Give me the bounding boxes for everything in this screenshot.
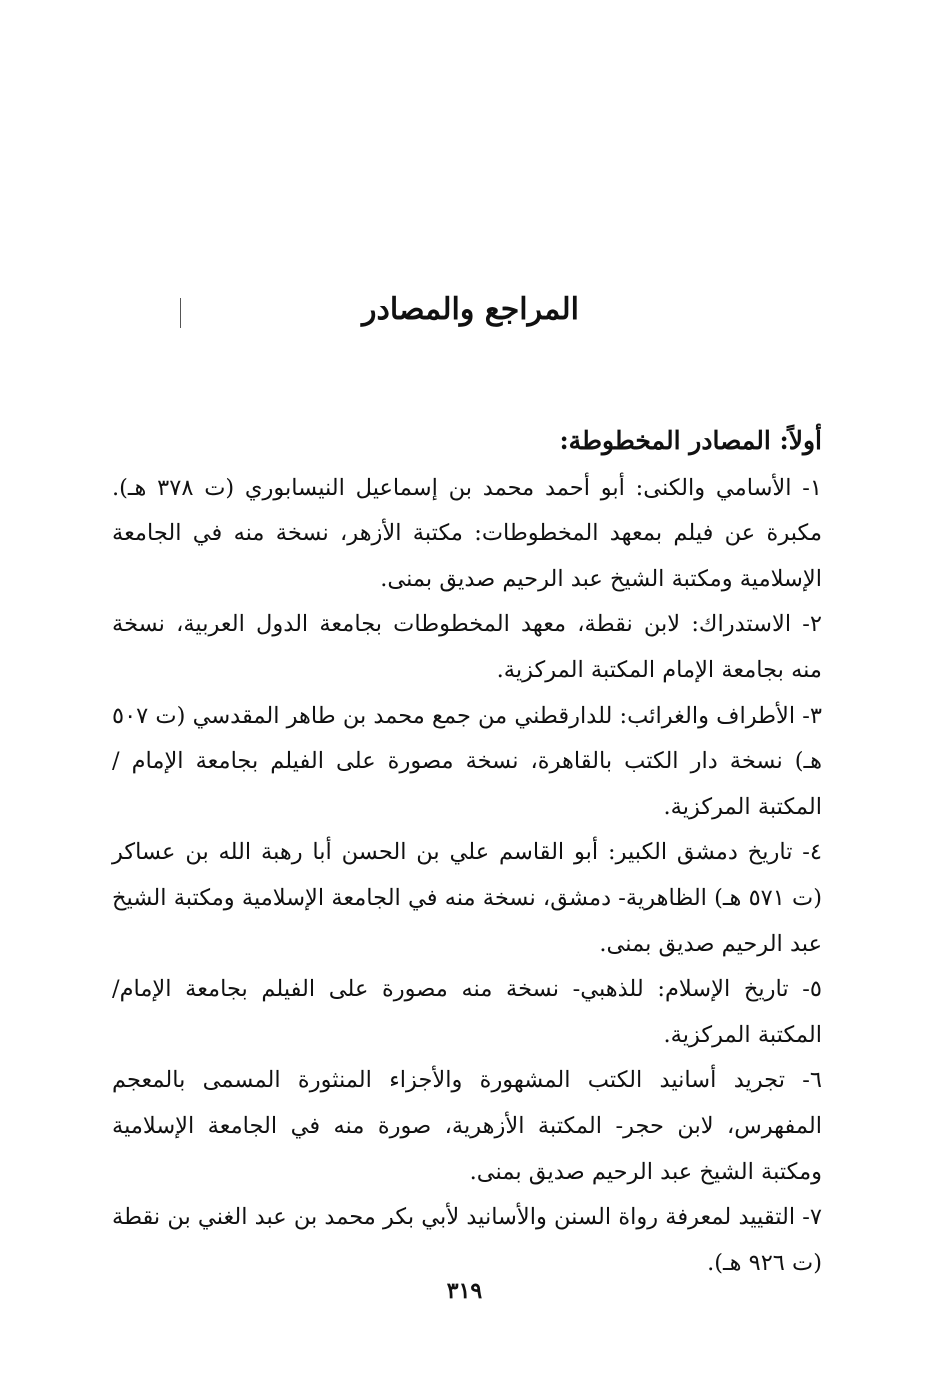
references-list — [112, 418, 822, 1286]
reference-entry-6: ٦- تجريد أسانيد الكتب المشهورة والأجزاء المنثورة المسمى بالمعجم المفهرس، لابن حجر- المكتبة الأزهرية، صورة منه في الجامعة الإسلامية ومكتبة الشيخ عبد الرحيم صديق بمنى. — [112, 1067, 822, 1185]
reference-entry-1: ١- الأسامي والكنى: أبو أحمد محمد بن إسماعيل النيسابوري (ت ٣٧٨ هـ). مكبرة عن فيلم بمعهد المخطوطات: مكتبة الأزهر، نسخة منه في الجامعة الإسلامية ومكتبة الشيخ عبد الرحيم صديق بمنى. — [112, 474, 822, 592]
page-number: ٣١٩ — [446, 1278, 483, 1304]
section-heading: أولاً: المصادر المخطوطة: — [559, 426, 822, 455]
reference-entry-3: ٣- الأطراف والغرائب: للدارقطني من جمع محمد بن طاهر المقدسي (ت ٥٠٧ هـ) نسخة دار الكتب بالقاهرة، نسخة مصورة على الفيلم بجامعة الإمام / المكتبة المركزية. — [112, 702, 822, 820]
reference-entry-5: ٥- تاريخ الإسلام: للذهبي- نسخة منه مصورة على الفيلم بجامعة الإمام/ المكتبة المركزية. — [112, 976, 822, 1048]
reference-entry-4: ٤- تاريخ دمشق الكبير: أبو القاسم علي بن الحسن أبا رهبة الله بن عساكر (ت ٥٧١ هـ) الظاهرية- دمشق، نسخة منه في الجامعة الإسلامية ومكتبة الشيخ عبد الرحيم صديق بمنى. — [112, 839, 822, 957]
reference-entry-2: ٢- الاستدراك: لابن نقطة، معهد المخطوطات بجامعة الدول العربية، نسخة منه بجامعة الإمام المكتبة المركزية. — [112, 611, 822, 683]
reference-entry-7: ٧- التقييد لمعرفة رواة السنن والأسانيد لأبي بكر محمد بن عبد الغني بن نقطة (ت ٩٢٦ هـ). — [112, 1204, 822, 1276]
page-title: المراجع والمصادر — [362, 292, 579, 327]
